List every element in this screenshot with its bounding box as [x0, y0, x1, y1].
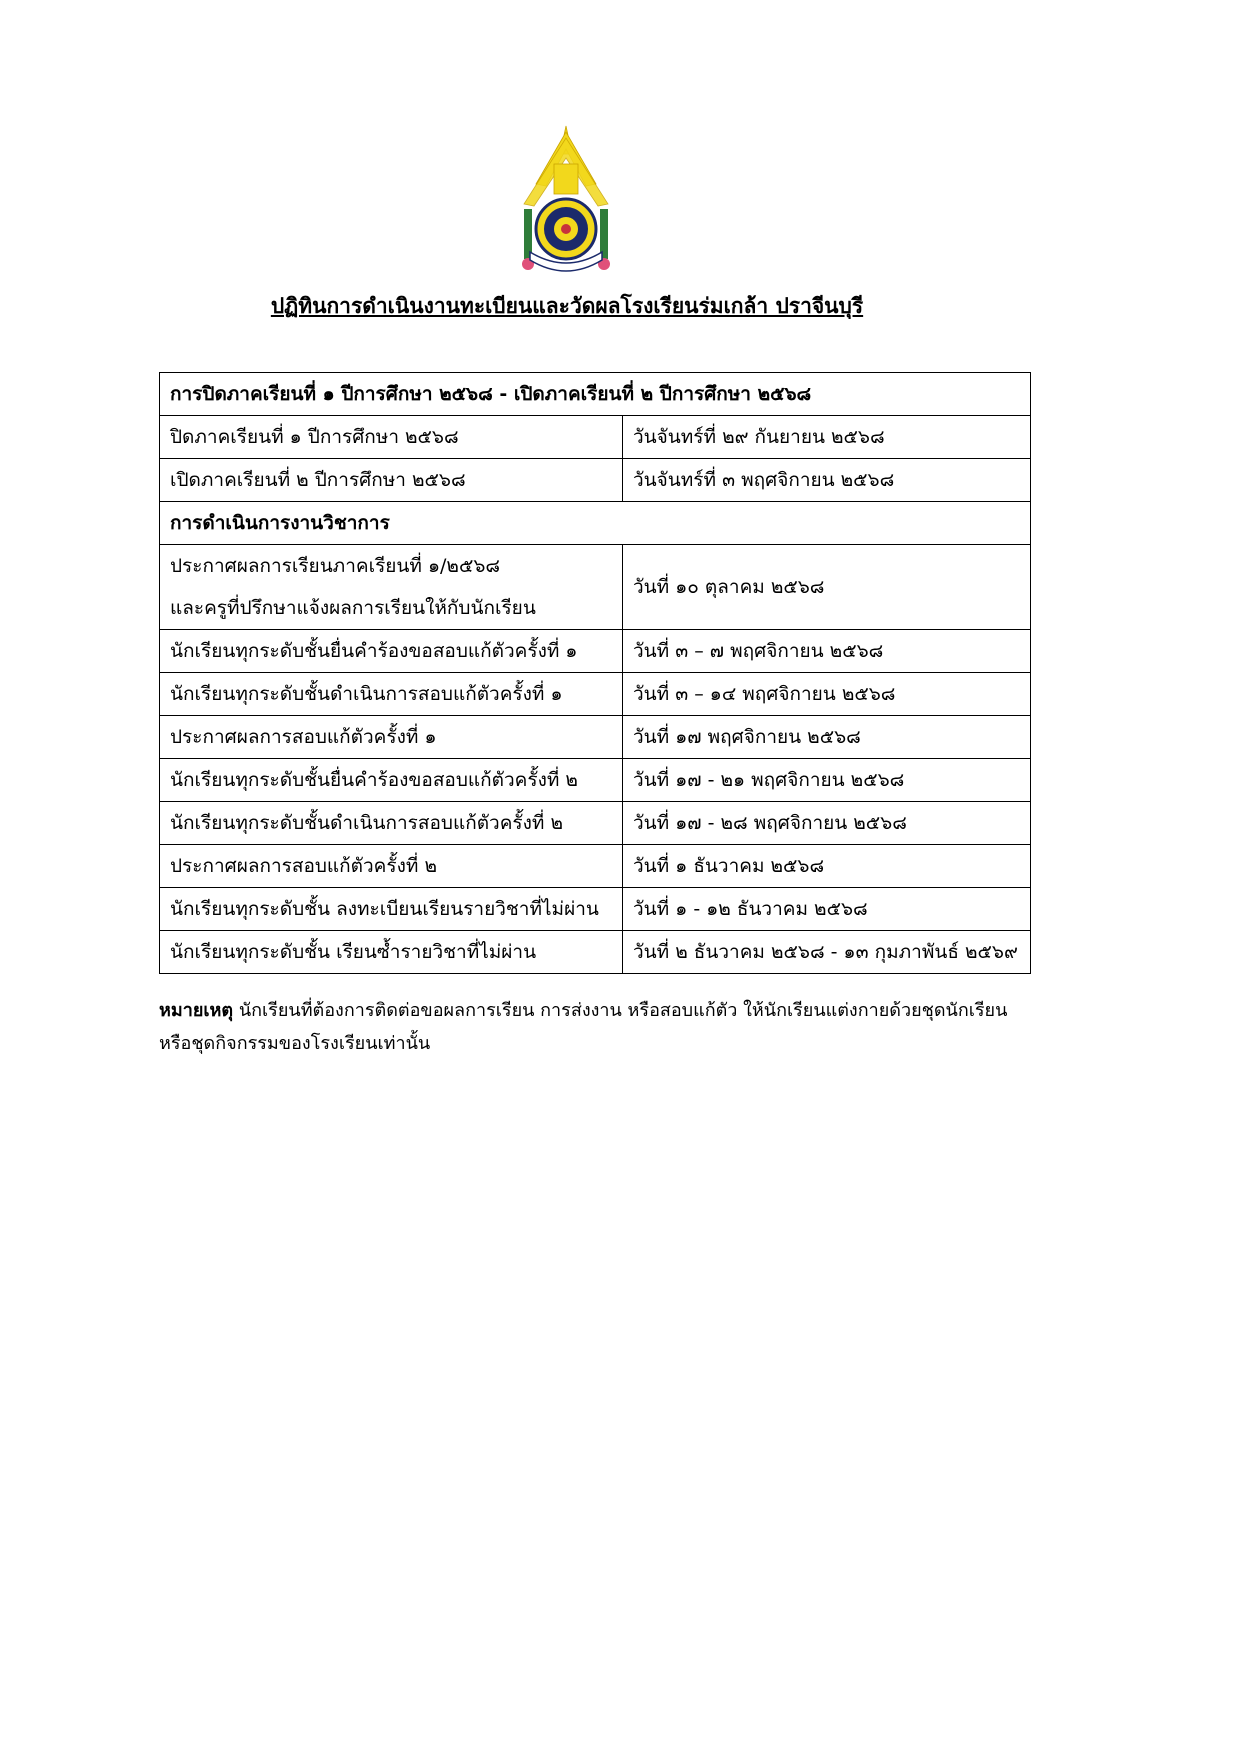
table-row	[160, 416, 1031, 459]
table-row	[160, 845, 1031, 888]
activity-cell: นักเรียนทุกระดับชั้น เรียนซ้ำรายวิชาที่ไม่ผ่าน	[160, 931, 623, 974]
date-cell: วันที่ ๑ ธันวาคม ๒๕๖๘	[623, 845, 1031, 888]
table-row	[160, 759, 1031, 802]
activity-cell: นักเรียนทุกระดับชั้นดำเนินการสอบแก้ตัวครั้งที่ ๒	[160, 802, 623, 845]
table-row	[160, 802, 1031, 845]
date-cell: วันที่ ๑๗ - ๒๑ พฤศจิกายน ๒๕๖๘	[623, 759, 1031, 802]
note-text-continued: หรือชุดกิจกรรมของโรงเรียนเท่านั้น	[159, 1033, 431, 1054]
date-cell: วันที่ ๑๗ พฤศจิกายน ๒๕๖๘	[623, 716, 1031, 759]
table-row	[160, 459, 1031, 502]
activity-cell	[160, 545, 623, 630]
page-title: ปฏิทินการดำเนินงานทะเบียนและวัดผลโรงเรียนร่มเกล้า ปราจีนบุรี	[270, 294, 864, 318]
section-heading-row	[160, 502, 1031, 545]
date-cell: วันที่ ๓ – ๗ พฤศจิกายน ๒๕๖๘	[623, 630, 1031, 673]
date-cell: วันที่ ๑๗ - ๒๘ พฤศจิกายน ๒๕๖๘	[623, 802, 1031, 845]
activity-cell: นักเรียนทุกระดับชั้นยื่นคำร้องขอสอบแก้ตัวครั้งที่ ๒	[160, 759, 623, 802]
section-heading-row	[160, 373, 1031, 416]
school-logo	[516, 124, 616, 284]
date-cell: วันที่ ๓ – ๑๔ พฤศจิกายน ๒๕๖๘	[623, 673, 1031, 716]
note-label: หมายเหตุ	[159, 1000, 234, 1021]
date-cell: วันที่ ๑๐ ตุลาคม ๒๕๖๘	[623, 545, 1031, 630]
date-cell: วันจันทร์ที่ ๒๙ กันยายน ๒๕๖๘	[623, 416, 1031, 459]
date-cell: วันที่ ๑ - ๑๒ ธันวาคม ๒๕๖๘	[623, 888, 1031, 931]
date-cell: วันจันทร์ที่ ๓ พฤศจิกายน ๒๕๖๘	[623, 459, 1031, 502]
table-row	[160, 931, 1031, 974]
table-row	[160, 888, 1031, 931]
date-cell: วันที่ ๒ ธันวาคม ๒๕๖๘ - ๑๓ กุมภาพันธ์ ๒๕๖๙	[623, 931, 1031, 974]
footnote	[159, 994, 1059, 1060]
activity-line: และครูที่ปรึกษาแจ้งผลการเรียนให้กับนักเรียน	[170, 597, 536, 619]
activity-cell: ปิดภาคเรียนที่ ๑ ปีการศึกษา ๒๕๖๘	[160, 416, 623, 459]
table-row	[160, 630, 1031, 673]
activity-cell: นักเรียนทุกระดับชั้น ลงทะเบียนเรียนรายวิชาที่ไม่ผ่าน	[160, 888, 623, 931]
activity-cell: ประกาศผลการสอบแก้ตัวครั้งที่ ๑	[160, 716, 623, 759]
table-row	[160, 545, 1031, 630]
table-row	[160, 716, 1031, 759]
section-heading: การปิดภาคเรียนที่ ๑ ปีการศึกษา ๒๕๖๘ - เปิดภาคเรียนที่ ๒ ปีการศึกษา ๒๕๖๘	[160, 373, 1031, 416]
note-text: นักเรียนที่ต้องการติดต่อขอผลการเรียน การส่งงาน หรือสอบแก้ตัว ให้นักเรียนแต่งกายด้วยชุดนักเรียน	[233, 1000, 1008, 1021]
activity-cell: นักเรียนทุกระดับชั้นยื่นคำร้องขอสอบแก้ตัวครั้งที่ ๑	[160, 630, 623, 673]
activity-cell: เปิดภาคเรียนที่ ๒ ปีการศึกษา ๒๕๖๘	[160, 459, 623, 502]
calendar-table	[159, 372, 1031, 974]
activity-cell: ประกาศผลการสอบแก้ตัวครั้งที่ ๒	[160, 845, 623, 888]
activity-cell: นักเรียนทุกระดับชั้นดำเนินการสอบแก้ตัวครั้งที่ ๑	[160, 673, 623, 716]
table-row	[160, 673, 1031, 716]
section-heading: การดำเนินการงานวิชาการ	[160, 502, 1031, 545]
activity-line: ประกาศผลการเรียนภาคเรียนที่ ๑/๒๕๖๘	[170, 555, 501, 577]
